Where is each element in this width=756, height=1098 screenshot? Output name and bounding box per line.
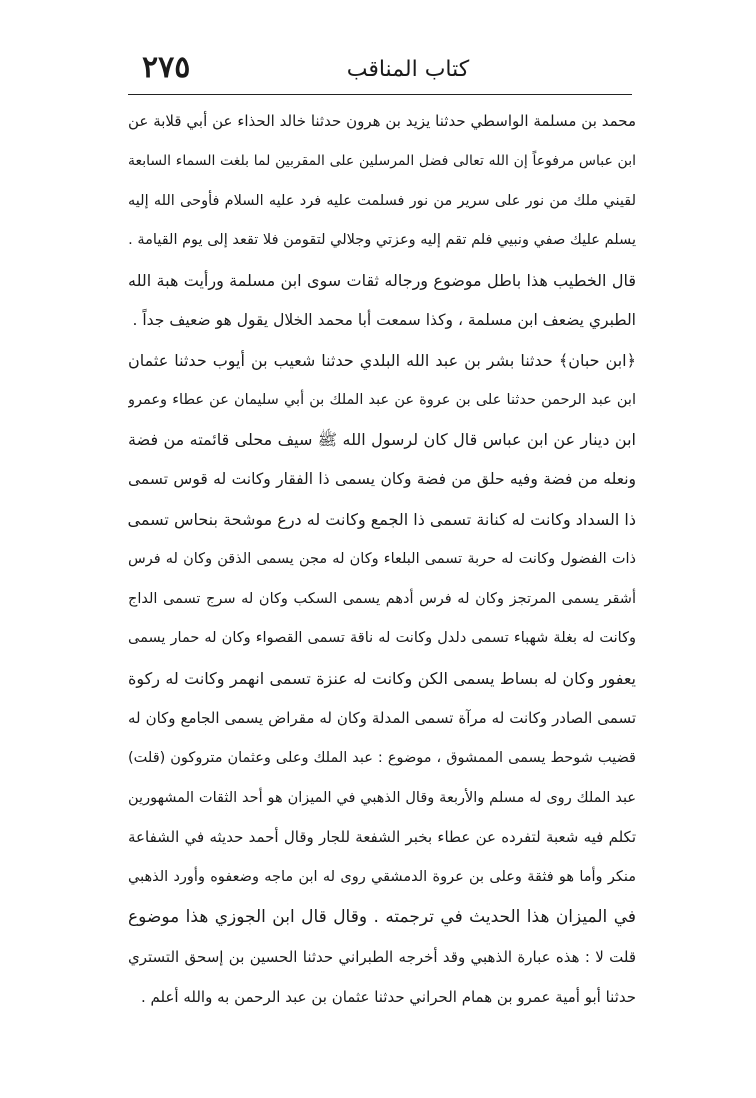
text-line: تسمى الصادر وكانت له مرآة تسمى المدلة وكان له مقراض يسمى الجامع وكان له xyxy=(128,708,636,727)
text-line: عبد الملك روى له مسلم والأربعة وقال الذهبي في الميزان هو أحد الثقات المشهورين xyxy=(128,789,636,806)
text-line: ذا السداد وكانت له كنانة تسمى ذا الجمع وكانت له درع موشحة بنحاس تسمى xyxy=(128,509,636,529)
text-line: الطبري يضعف ابن مسلمة ، وكذا سمعت أبا محمد الخلال يقول هو ضعيف جداً . xyxy=(132,310,636,329)
text-line: يعفور وكان له بساط يسمى الكن وكانت له عنزة تسمى انهمر وكانت له ركوة xyxy=(128,669,636,689)
text-line: في الميزان هذا الحديث في ترجمته . وقال قال ابن الجوزي هذا موضوع xyxy=(128,906,636,927)
text-line: منكر وأما هو فثقة وعلى بن عروة الدمشقي روى له ابن ماجه وضعفوه وأورد الذهبي xyxy=(128,869,636,886)
text-line: ذات الفضول وكانت له حربة تسمى البلعاء وكان له مجن يسمى الذقن وكان له فرس xyxy=(128,550,636,567)
page-number: ٢٧٥ xyxy=(142,50,191,85)
body-text xyxy=(128,102,636,1017)
text-line: لقيني ملك من نور على سرير من نور فسلمت عليه فرد عليه السلام فأوحى الله إليه xyxy=(128,192,636,209)
page-header xyxy=(128,48,636,96)
header-rule xyxy=(128,94,632,95)
text-line: ابن دينار عن ابن عباس قال كان لرسول الله ﷺ سيف محلى قائمته من فضة xyxy=(128,430,636,450)
text-line: محمد بن مسلمة الواسطي حدثنا يزيد بن هرون حدثنا خالد الحذاء عن أبي قلابة عن xyxy=(128,112,636,130)
text-line: قضيب شوحط يسمى الممشوق ، موضوع : عبد الملك وعلى وعثمان متروكون (قلت) xyxy=(128,749,636,766)
text-line: قال الخطيب هذا باطل موضوع ورجاله ثقات سوى ابن مسلمة ورأيت هبة الله xyxy=(128,271,636,291)
text-line: يسلم عليك صفي ونبيي فلم تقم إليه وعزتي وجلالي لتقومن فلا تقعد إلى يوم القيامة . xyxy=(128,232,636,249)
text-line: ﴿ابن حبان﴾ حدثنا بشر بن عبد الله البلدي حدثنا شعيب بن أيوب حدثنا عثمان xyxy=(128,350,636,370)
text-line: ابن عباس مرفوعاً إن الله تعالى فضل المرسلين على المقربين لما بلغت السماء السابعة xyxy=(128,152,636,169)
text-line: ونعله من فضة وفيه حلق من فضة وكان يسمى ذا الفقار وكانت له قوس تسمى xyxy=(128,470,636,489)
text-line: حدثنا أبو أمية عمرو بن همام الحراني حدثنا عثمان بن عبد الرحمن به والله أعلم . xyxy=(140,987,636,1006)
page-title: كتاب المناقب xyxy=(346,57,470,82)
text-line: أشقر يسمى المرتجز وكان له فرس أدهم يسمى السكب وكان له سرج تسمى الداج xyxy=(128,590,636,607)
text-line: ابن عبد الرحمن حدثنا على بن عروة عن عبد الملك بن أبي سليمان عن عطاء وعمرو xyxy=(128,391,636,408)
text-line: قلت لا : هذه عبارة الذهبي وقد أخرجه الطبراني حدثنا الحسين بن إسحق التستري xyxy=(128,947,636,966)
text-line: وكانت له بغلة شهباء تسمى دلدل وكانت له ناقة تسمى القصواء وكان له حمار يسمى xyxy=(128,630,636,647)
text-line: تكلم فيه شعبة لتفرده عن عطاء بخبر الشفعة للجار وقال أحمد حديثه في الشفاعة xyxy=(128,828,636,847)
